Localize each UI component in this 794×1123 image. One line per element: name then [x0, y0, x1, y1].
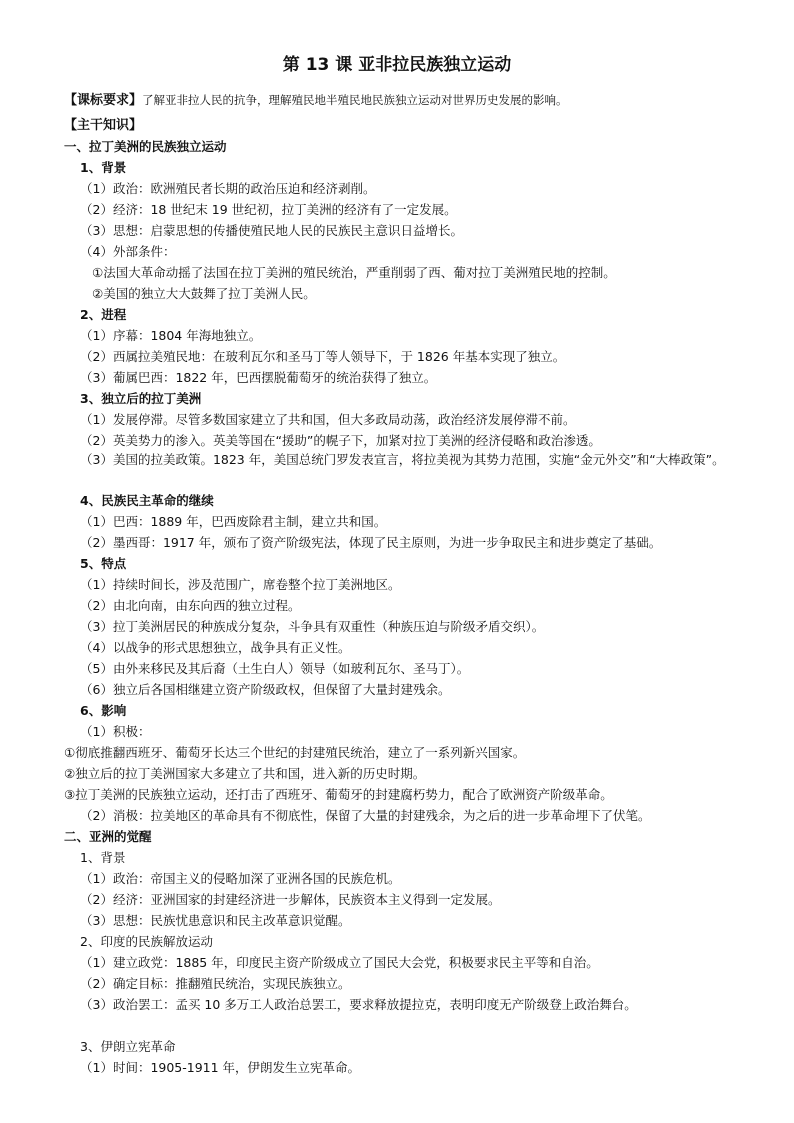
list-item: ②美国的独立大大鼓舞了拉丁美洲人民。: [92, 286, 316, 301]
list-item: ①彻底推翻西班牙、葡萄牙长达三个世纪的封建殖民统治，建立了一系列新兴国家。: [64, 745, 526, 760]
list-item: （1）序幕：1804 年海地独立。: [80, 328, 262, 343]
list-item: （1）建立政党：1885 年，印度民主资产阶级成立了国民大会党，积极要求民主平等和自治。: [80, 955, 599, 970]
list-item: （1）发展停滞。尽管多数国家建立了共和国，但大多政局动荡，政治经济发展停滞不前。: [80, 412, 576, 427]
list-item: （2）墨西哥：1917 年，颁布了资产阶级宪法，体现了民主原则，为进一步争取民主和进步奠定了基础。: [80, 535, 662, 550]
main-knowledge-heading: 【主干知识】: [64, 118, 143, 133]
requirement-label: 【课标要求】: [64, 93, 143, 108]
subsection-heading: 3、伊朗立宪革命: [80, 1039, 176, 1054]
list-item: （1）时间：1905-1911 年，伊朗发生立宪革命。: [80, 1060, 361, 1075]
list-item: （3）葡属巴西：1822 年，巴西摆脱葡萄牙的统治获得了独立。: [80, 370, 437, 385]
subsection-heading: 2、进程: [80, 307, 127, 322]
subsection-heading: 1、背景: [80, 850, 126, 865]
list-item: （2）经济：18 世纪末 19 世纪初，拉丁美洲的经济有了一定发展。: [80, 202, 457, 217]
curriculum-requirement: [64, 92, 568, 109]
section-heading: 二、亚洲的觉醒: [64, 829, 152, 844]
list-item: （4）以战争的形式思想独立，战争具有正义性。: [80, 640, 351, 655]
list-item: （2）经济：亚洲国家的封建经济进一步解体，民族资本主义得到一定发展。: [80, 892, 501, 907]
requirement-text: 了解亚非拉人民的抗争，理解殖民地半殖民地民族独立运动对世界历史发展的影响。: [142, 93, 568, 107]
list-item: （2）消极：拉美地区的革命具有不彻底性，保留了大量的封建残余，为之后的进一步革命埋下了伏笔。: [80, 808, 651, 823]
list-item: （1）政治：欧洲殖民者长期的政治压迫和经济剥削。: [80, 181, 376, 196]
list-item: （1）持续时间长，涉及范围广，席卷整个拉丁美洲地区。: [80, 577, 401, 592]
list-item: （2）由北向南，由东向西的独立过程。: [80, 598, 301, 613]
list-item: ②独立后的拉丁美洲国家大多建立了共和国，进入新的历史时期。: [64, 766, 426, 781]
page-title: 第 13 课 亚非拉民族独立运动: [282, 55, 512, 75]
list-item: （4）外部条件：: [80, 244, 176, 259]
subsection-heading: 4、民族民主革命的继续: [80, 493, 214, 508]
list-item: （6）独立后各国相继建立资产阶级政权，但保留了大量封建残余。: [80, 682, 451, 697]
list-item: （3）拉丁美洲居民的种族成分复杂，斗争具有双重性（种族压迫与阶级矛盾交织）。: [80, 619, 545, 634]
list-item: （2）确定目标：推翻殖民统治，实现民族独立。: [80, 976, 351, 991]
list-item: （2）西属拉美殖民地：在玻利瓦尔和圣马丁等人领导下，于 1826 年基本实现了独立。: [80, 349, 566, 364]
section-heading: 一、拉丁美洲的民族独立运动: [64, 139, 227, 154]
list-item: （5）由外来移民及其后裔（土生白人）领导（如玻利瓦尔、圣马丁）。: [80, 661, 470, 676]
list-item: （1）政治：帝国主义的侵略加深了亚洲各国的民族危机。: [80, 871, 401, 886]
subsection-heading: 3、独立后的拉丁美洲: [80, 391, 202, 406]
list-item: （3）思想：民族忧患意识和民主改革意识觉醒。: [80, 913, 351, 928]
subsection-heading: 1、背景: [80, 160, 127, 175]
list-item: （1）积极：: [80, 724, 151, 739]
subsection-heading: 5、特点: [80, 556, 127, 571]
subsection-heading: 6、影响: [80, 703, 127, 718]
list-item: ③拉丁美洲的民族独立运动，还打击了西班牙、葡萄牙的封建腐朽势力，配合了欧洲资产阶级革命。: [64, 787, 613, 802]
list-item: ①法国大革命动摇了法国在拉丁美洲的殖民统治，严重削弱了西、葡对拉丁美洲殖民地的控制。: [92, 265, 616, 280]
list-item: （3）思想：启蒙思想的传播使殖民地人民的民族民主意识日益增长。: [80, 223, 463, 238]
list-item: （2）英美势力的渗入。英美等国在“援助”的幌子下，加紧对拉丁美洲的经济侵略和政治渗透。: [80, 433, 601, 448]
list-item: （3）美国的拉美政策。1823 年，美国总统门罗发表宣言，将拉美视为其势力范围，实施“金元外交”和“大棒政策”。: [80, 452, 725, 467]
list-item: （1）巴西：1889 年，巴西废除君主制，建立共和国。: [80, 514, 387, 529]
list-item: （3）政治罢工：孟买 10 多万工人政治总罢工，要求释放提拉克，表明印度无产阶级登上政治舞台。: [80, 997, 637, 1012]
subsection-heading: 2、印度的民族解放运动: [80, 934, 213, 949]
